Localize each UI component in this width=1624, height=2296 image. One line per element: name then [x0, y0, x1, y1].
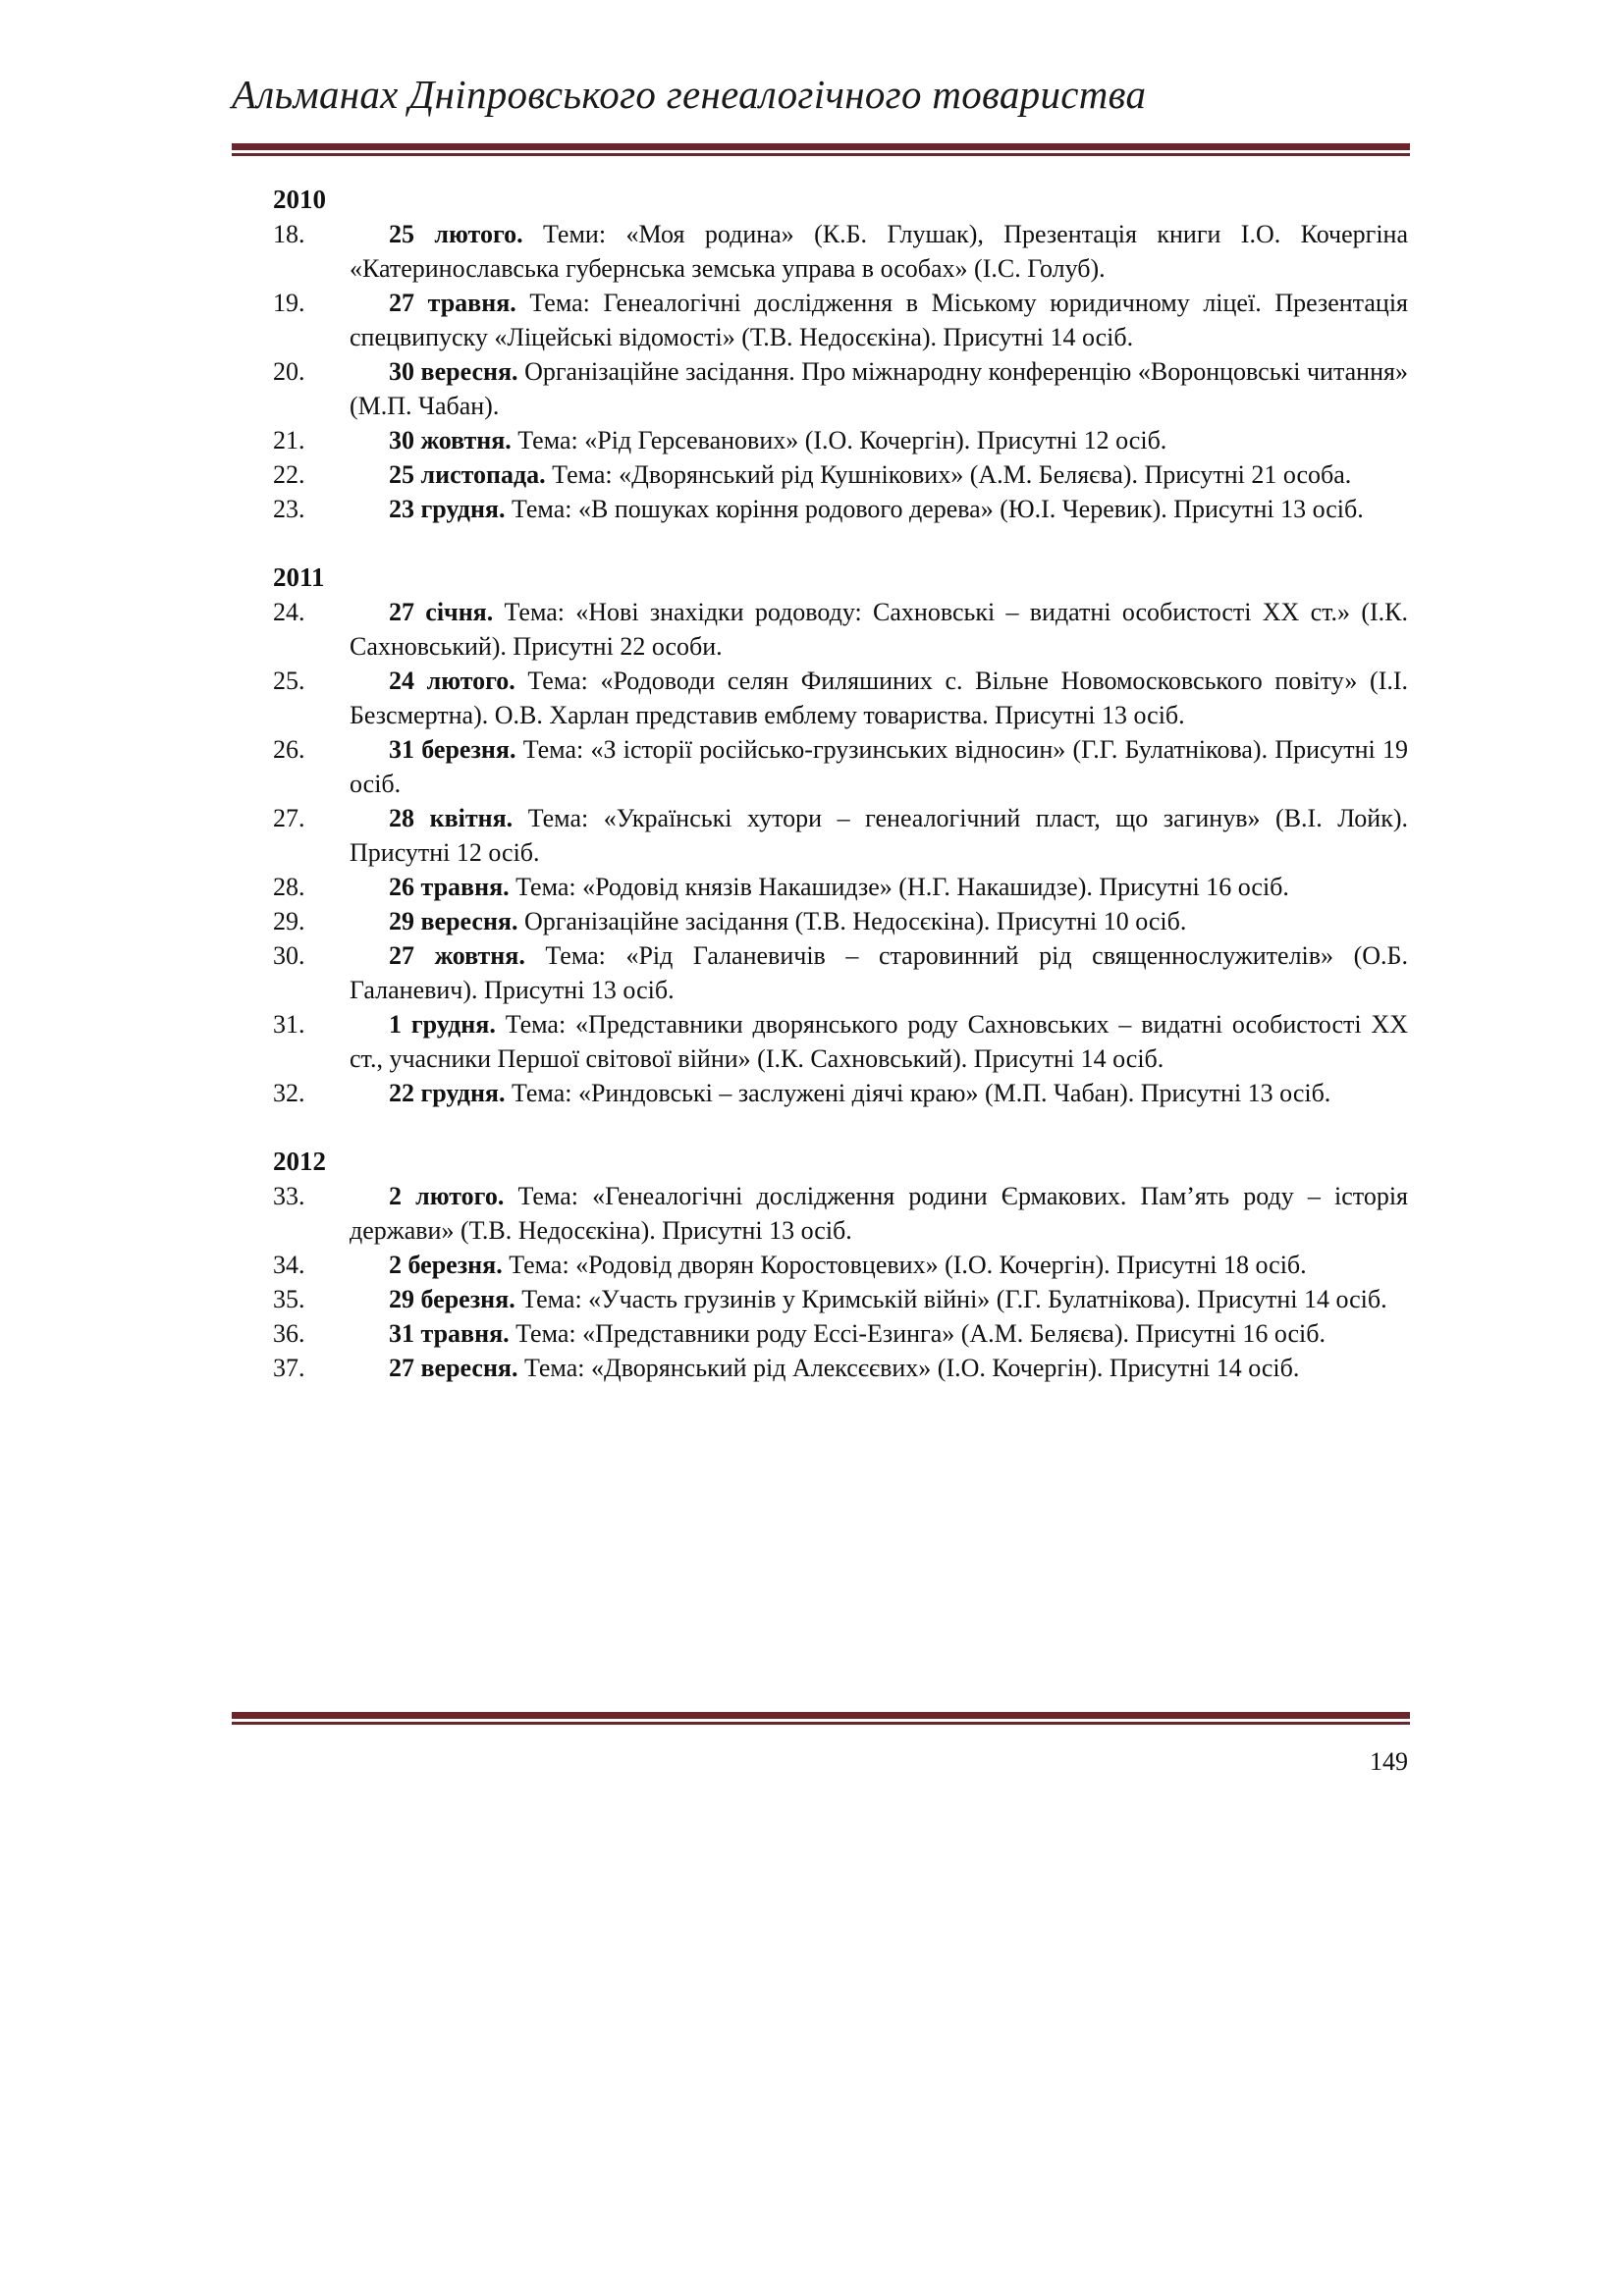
footer-divider [232, 1712, 1410, 1725]
meeting-entry [273, 457, 1408, 492]
entry-text: Тема: Генеалогічні дослідження в Міському юридичному ліцеї. Презентація спецвипуску «Ліцейські відомості» (Т.В. Недосєкіна). Присутні 14 осіб. [350, 289, 1408, 351]
year-heading: 2010 [273, 185, 326, 214]
entry-text: Тема: «З історії російсько-грузинських відносин» (Г.Г. Булатнікова). Присутні 19 осіб. [350, 735, 1408, 798]
entry-number: 20. [273, 357, 305, 386]
entry-body [350, 1179, 1408, 1248]
entry-number: 37. [273, 1354, 305, 1382]
entry-text: Тема: «Дворянський рід Кушнікових» (А.М. Беляєва). Присутні 21 особа. [545, 460, 1352, 489]
entry-text: Тема: «Дворянський рід Алексєєвих» (І.О. Кочергін). Присутні 14 осіб. [517, 1354, 1300, 1382]
entry-number: 36. [273, 1319, 305, 1348]
meeting-entry [273, 1007, 1408, 1076]
entry-text: Тема: «Генеалогічні дослідження родини Єрмакових. Пам’ять роду – історія держави» (Т.В. Недосєкіна). Присутні 13 осіб. [350, 1182, 1408, 1245]
entry-text: Тема: «Представники дворянського роду Сахновських – видатні особистості ХХ ст., учасники Першої світової війни» (І.К. Сахновський). Присутні 14 осіб. [350, 1010, 1408, 1073]
entry-body [350, 904, 1408, 938]
entry-number: 33. [273, 1182, 305, 1210]
year-heading: 2011 [273, 562, 325, 592]
meeting-entry [273, 217, 1408, 286]
entry-number: 31. [273, 1010, 305, 1039]
entry-number: 28. [273, 873, 305, 901]
entry-date: 2 березня. [389, 1251, 503, 1279]
entry-date: 23 грудня. [389, 495, 506, 523]
entry-body [350, 595, 1408, 664]
entry-text: Тема: «Українські хутори – генеалогічний пласт, що загинув» (В.І. Лойк). Присутні 12 осіб. [350, 804, 1408, 867]
entry-date: 1 грудня. [389, 1010, 496, 1039]
entry-text: Організаційне засідання. Про міжнародну конференцію «Воронцовські читання» (М.П. Чабан). [350, 357, 1408, 420]
entry-number: 26. [273, 735, 305, 764]
meeting-entry [273, 1248, 1408, 1282]
meeting-entry [273, 492, 1408, 526]
entry-number: 32. [273, 1079, 305, 1107]
entry-number: 23. [273, 495, 305, 523]
entry-date: 27 вересня. [389, 1354, 518, 1382]
meeting-entry [273, 1282, 1408, 1316]
entry-text: Тема: «Рід Галаневичів – старовинний рід священнослужителів» (О.Б. Галаневич). Присутні 13 осіб. [350, 941, 1408, 1004]
entry-date: 29 вересня. [389, 907, 518, 935]
meeting-entry [273, 595, 1408, 664]
meeting-entry [273, 1351, 1408, 1385]
meeting-entry [273, 1179, 1408, 1248]
entry-date: 28 квітня. [389, 804, 514, 832]
entry-text: Організаційне засідання (Т.В. Недосєкіна). Присутні 10 осіб. [517, 907, 1187, 935]
entry-date: 30 вересня. [389, 357, 518, 386]
entry-text: Тема: «Нові знахідки родоводу: Сахновські – видатні особистості ХХ ст.» (І.К. Сахновський). Присутні 22 особи. [350, 598, 1408, 661]
meeting-entry [273, 732, 1408, 801]
entry-date: 25 лютого. [389, 220, 523, 248]
entry-body [350, 286, 1408, 354]
entry-date: 22 грудня. [389, 1079, 506, 1107]
entry-text: Тема: «Родовід дворян Коростовцевих» (І.О. Кочергін). Присутні 18 осіб. [502, 1251, 1307, 1279]
meeting-entry [273, 1076, 1408, 1110]
entry-body [350, 457, 1408, 492]
entry-date: 30 жовтня. [389, 426, 512, 454]
entry-text: Тема: «Родоводи селян Филяшиних с. Вільне Новомосковського повіту» (І.І. Безсмертна). О.В. Харлан представив емблему товариства. Присутні 13 осіб. [350, 667, 1409, 729]
entry-text: Теми: «Моя родина» (К.Б. Глушак), Презентація книги І.О. Кочергіна «Катеринославська губернська земська управа в особах» (І.С. Голуб). [350, 220, 1408, 283]
entry-date: 25 листопада. [389, 460, 546, 489]
meeting-entry [273, 1316, 1408, 1351]
entry-date: 31 травня. [389, 1319, 510, 1348]
meeting-entry [273, 938, 1408, 1007]
entry-text: Тема: «Участь грузинів у Кримській війні» (Г.Г. Булатнікова). Присутні 14 осіб. [514, 1285, 1387, 1313]
entry-body [350, 870, 1408, 904]
entry-number: 27. [273, 804, 305, 832]
entry-number: 18. [273, 220, 305, 248]
entry-body [350, 801, 1408, 870]
meeting-entry [273, 870, 1408, 904]
entry-number: 30. [273, 941, 305, 970]
entry-text: Тема: «Родовід князів Накашидзе» (Н.Г. Накашидзе). Присутні 16 осіб. [509, 873, 1289, 901]
entry-text: Тема: «Представники роду Ессі-Езинга» (А.М. Беляєва). Присутні 16 осіб. [509, 1319, 1326, 1348]
entry-body [350, 217, 1408, 286]
entry-number: 25. [273, 667, 305, 695]
entry-body [350, 1007, 1408, 1076]
entry-date: 24 лютого. [389, 667, 515, 695]
year-section [273, 183, 1408, 526]
meeting-list [273, 183, 1408, 1419]
meeting-entry [273, 801, 1408, 870]
entry-number: 29. [273, 907, 305, 935]
year-heading: 2012 [273, 1147, 326, 1176]
meeting-entry [273, 664, 1408, 732]
page-number: 149 [1370, 1747, 1408, 1776]
entry-date: 27 січня. [389, 598, 494, 626]
year-section [273, 561, 1408, 1110]
entry-date: 27 жовтня. [389, 941, 525, 970]
running-header-title: Альманах Дніпровського генеалогічного товариства [232, 72, 1147, 117]
entry-body [350, 664, 1408, 732]
entry-number: 35. [273, 1285, 305, 1313]
entry-body [350, 423, 1408, 457]
entry-body [350, 354, 1408, 423]
year-section [273, 1145, 1408, 1385]
entry-text: Тема: «В пошуках коріння родового дерева» (Ю.І. Черевик). Присутні 13 осіб. [505, 495, 1364, 523]
entry-date: 27 травня. [389, 289, 516, 317]
meeting-entry [273, 354, 1408, 423]
entry-date: 2 лютого. [389, 1182, 505, 1210]
meeting-entry [273, 286, 1408, 354]
entry-number: 19. [273, 289, 305, 317]
entry-body [350, 492, 1408, 526]
header-divider [232, 143, 1410, 156]
entry-body [350, 1076, 1408, 1110]
meeting-entry [273, 904, 1408, 938]
entry-body [350, 938, 1408, 1007]
entry-number: 24. [273, 598, 305, 626]
entry-number: 21. [273, 426, 305, 454]
entry-body [350, 1282, 1408, 1316]
entry-body [350, 1351, 1408, 1385]
entry-text: Тема: «Рід Герсеванових» (І.О. Кочергін). Присутні 12 осіб. [511, 426, 1167, 454]
entry-body [350, 1248, 1408, 1282]
entry-date: 29 березня. [389, 1285, 515, 1313]
entry-number: 34. [273, 1251, 305, 1279]
entry-text: Тема: «Риндовські – заслужені діячі краю» (М.П. Чабан). Присутні 13 осіб. [505, 1079, 1331, 1107]
entry-date: 31 березня. [389, 735, 516, 764]
entry-date: 26 травня. [389, 873, 510, 901]
entry-body [350, 732, 1408, 801]
entry-number: 22. [273, 460, 305, 489]
meeting-entry [273, 423, 1408, 457]
entry-body [350, 1316, 1408, 1351]
